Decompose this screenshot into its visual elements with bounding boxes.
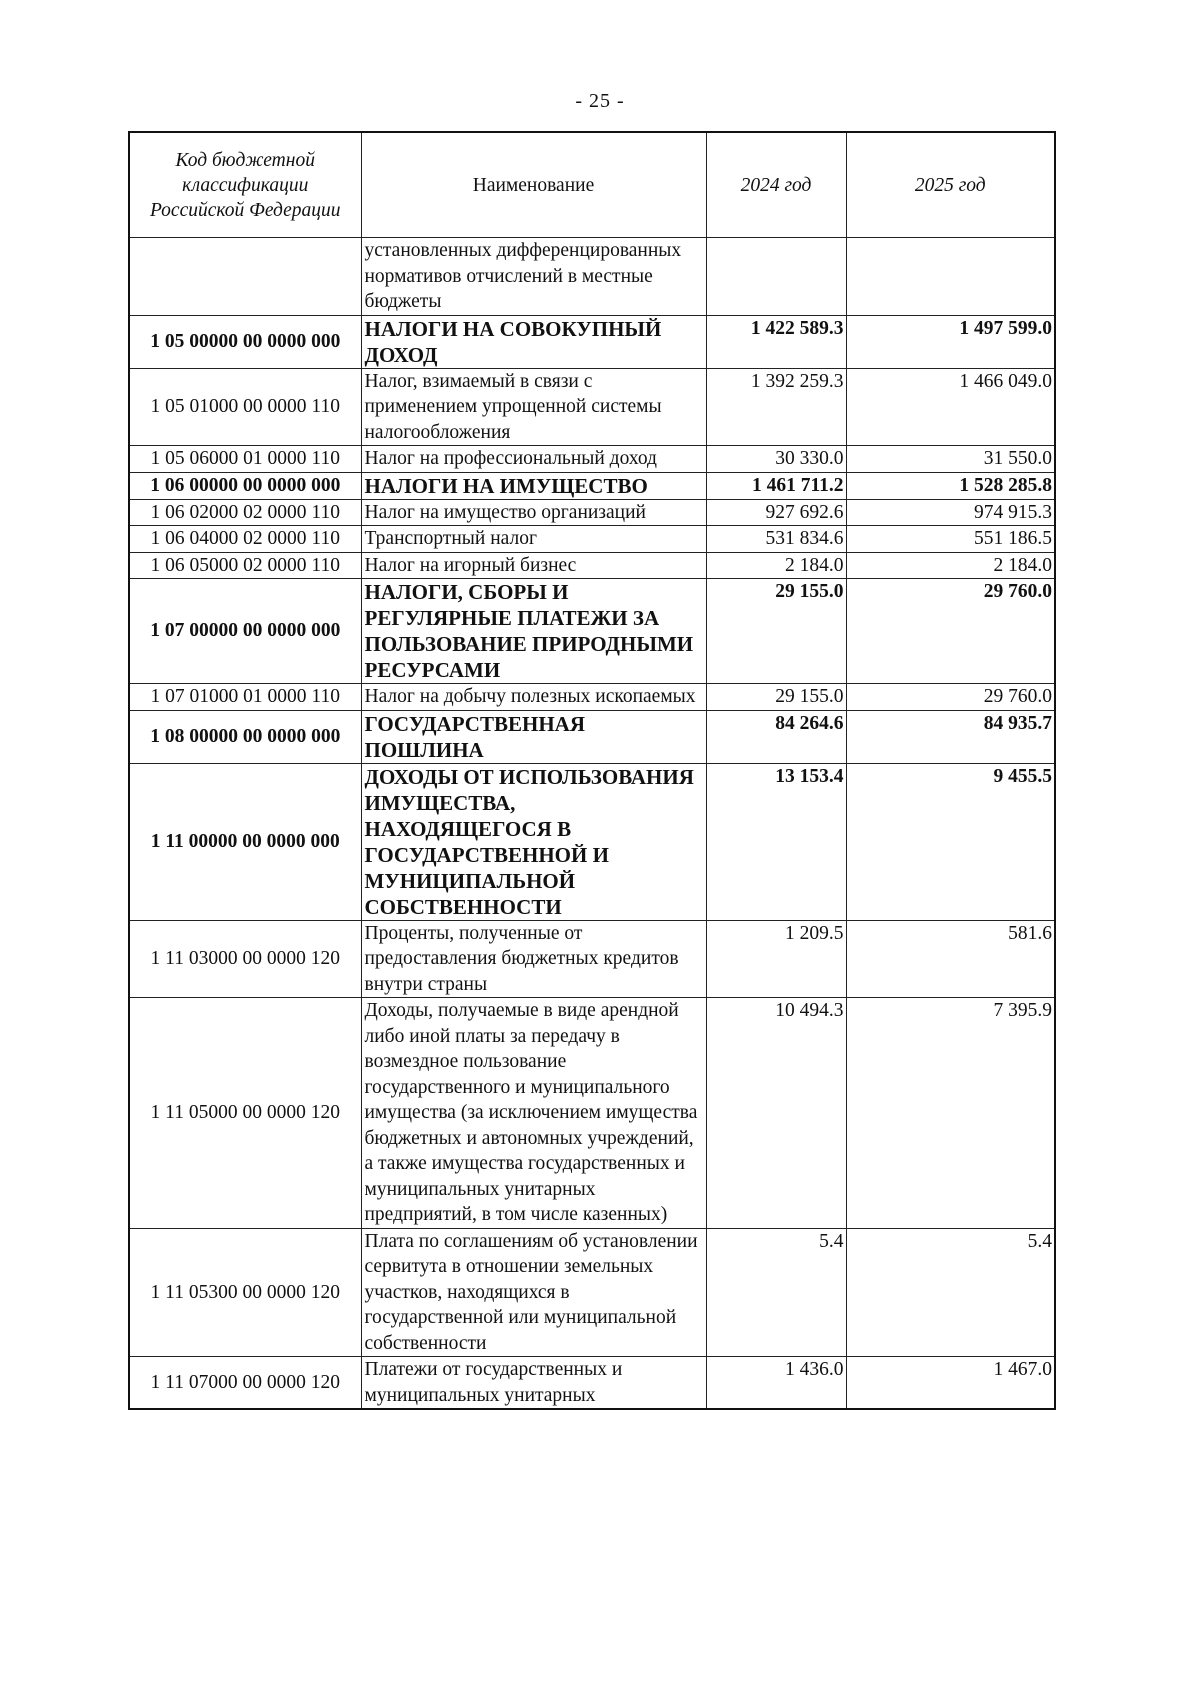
row-code: 1 06 04000 02 0000 110	[129, 526, 361, 553]
table-row	[129, 499, 1055, 526]
row-2025: 7 395.9	[846, 998, 1055, 1229]
table-row	[129, 472, 1055, 499]
row-2024	[706, 238, 846, 316]
row-code: 1 06 02000 02 0000 110	[129, 499, 361, 526]
row-name: НАЛОГИ НА ИМУЩЕСТВО	[361, 472, 706, 499]
row-2025: 9 455.5	[846, 763, 1055, 920]
row-2024: 1 209.5	[706, 920, 846, 998]
page-number: - 25 -	[575, 90, 625, 112]
header-name: Наименование	[361, 132, 706, 238]
row-2024: 1 436.0	[706, 1357, 846, 1410]
table-row	[129, 315, 1055, 368]
row-name: Проценты, полученные от предоставления бюджетных кредитов внутри страны	[361, 920, 706, 998]
header-2024: 2024 год	[706, 132, 846, 238]
row-name: Налог на игорный бизнес	[361, 552, 706, 579]
table-row	[129, 526, 1055, 553]
row-name: Транспортный налог	[361, 526, 706, 553]
row-2024: 1 461 711.2	[706, 472, 846, 499]
row-code: 1 06 05000 02 0000 110	[129, 552, 361, 579]
row-2025: 84 935.7	[846, 710, 1055, 763]
table-row	[129, 579, 1055, 684]
row-name: установленных дифференцированных нормативов отчислений в местные бюджеты	[361, 238, 706, 316]
row-2025	[846, 238, 1055, 316]
row-2025: 5.4	[846, 1228, 1055, 1357]
row-name: Платежи от государственных и муниципальных унитарных	[361, 1357, 706, 1410]
table-row	[129, 998, 1055, 1229]
row-2024: 1 392 259.3	[706, 368, 846, 446]
row-2025: 29 760.0	[846, 579, 1055, 684]
table-row	[129, 763, 1055, 920]
table-row	[129, 368, 1055, 446]
table-row	[129, 710, 1055, 763]
row-code: 1 11 00000 00 0000 000	[129, 763, 361, 920]
row-2024: 29 155.0	[706, 579, 846, 684]
row-name: НАЛОГИ, СБОРЫ И РЕГУЛЯРНЫЕ ПЛАТЕЖИ ЗА ПОЛЬЗОВАНИЕ ПРИРОДНЫМИ РЕСУРСАМИ	[361, 579, 706, 684]
row-code: 1 06 00000 00 0000 000	[129, 472, 361, 499]
row-2024: 5.4	[706, 1228, 846, 1357]
table-row	[129, 552, 1055, 579]
row-name: Налог на добычу полезных ископаемых	[361, 684, 706, 711]
row-2024: 2 184.0	[706, 552, 846, 579]
row-code	[129, 238, 361, 316]
row-code: 1 05 00000 00 0000 000	[129, 315, 361, 368]
row-2025: 1 528 285.8	[846, 472, 1055, 499]
row-2025: 974 915.3	[846, 499, 1055, 526]
table-row	[129, 920, 1055, 998]
table-row	[129, 1357, 1055, 1410]
row-2025: 1 467.0	[846, 1357, 1055, 1410]
row-2024: 927 692.6	[706, 499, 846, 526]
row-2025: 2 184.0	[846, 552, 1055, 579]
table-row	[129, 446, 1055, 473]
row-2025: 551 186.5	[846, 526, 1055, 553]
table-row	[129, 1228, 1055, 1357]
row-code: 1 11 05300 00 0000 120	[129, 1228, 361, 1357]
row-code: 1 07 00000 00 0000 000	[129, 579, 361, 684]
row-name: ДОХОДЫ ОТ ИСПОЛЬЗОВАНИЯ ИМУЩЕСТВА, НАХОДЯЩЕГОСЯ В ГОСУДАРСТВЕННОЙ И МУНИЦИПАЛЬНОЙ СОБСТВЕННОСТИ	[361, 763, 706, 920]
row-name: Доходы, получаемые в виде арендной либо иной платы за передачу в возмездное пользование государственного и муниципального имущества (за исключением имущества бюджетных и автономных учреждений, а также имущества государственных и муниципальных унитарных предприятий, в том числе казенных)	[361, 998, 706, 1229]
budget-table	[128, 131, 1056, 1410]
header-2025: 2025 год	[846, 132, 1055, 238]
row-2024: 84 264.6	[706, 710, 846, 763]
row-name: Налог на имущество организаций	[361, 499, 706, 526]
row-2025: 1 466 049.0	[846, 368, 1055, 446]
row-name: Налог на профессиональный доход	[361, 446, 706, 473]
row-2025: 31 550.0	[846, 446, 1055, 473]
header-code: Код бюджетной классификации Российской Федерации	[129, 132, 361, 238]
row-code: 1 07 01000 01 0000 110	[129, 684, 361, 711]
row-2024: 1 422 589.3	[706, 315, 846, 368]
row-2024: 531 834.6	[706, 526, 846, 553]
row-2024: 13 153.4	[706, 763, 846, 920]
row-code: 1 05 01000 00 0000 110	[129, 368, 361, 446]
row-code: 1 11 05000 00 0000 120	[129, 998, 361, 1229]
row-code: 1 11 07000 00 0000 120	[129, 1357, 361, 1410]
row-2024: 30 330.0	[706, 446, 846, 473]
row-name: Налог, взимаемый в связи с применением упрощенной системы налогообложения	[361, 368, 706, 446]
row-2024: 29 155.0	[706, 684, 846, 711]
row-2025: 29 760.0	[846, 684, 1055, 711]
table-row	[129, 684, 1055, 711]
row-code: 1 08 00000 00 0000 000	[129, 710, 361, 763]
row-2024: 10 494.3	[706, 998, 846, 1229]
table-row	[129, 238, 1055, 316]
row-code: 1 05 06000 01 0000 110	[129, 446, 361, 473]
row-name: НАЛОГИ НА СОВОКУПНЫЙ ДОХОД	[361, 315, 706, 368]
row-code: 1 11 03000 00 0000 120	[129, 920, 361, 998]
row-2025: 1 497 599.0	[846, 315, 1055, 368]
row-name: Плата по соглашениям об установлении сервитута в отношении земельных участков, находящихся в государственной или муниципальной собственности	[361, 1228, 706, 1357]
table-header-row	[129, 132, 1055, 238]
row-name: ГОСУДАРСТВЕННАЯ ПОШЛИНА	[361, 710, 706, 763]
row-2025: 581.6	[846, 920, 1055, 998]
